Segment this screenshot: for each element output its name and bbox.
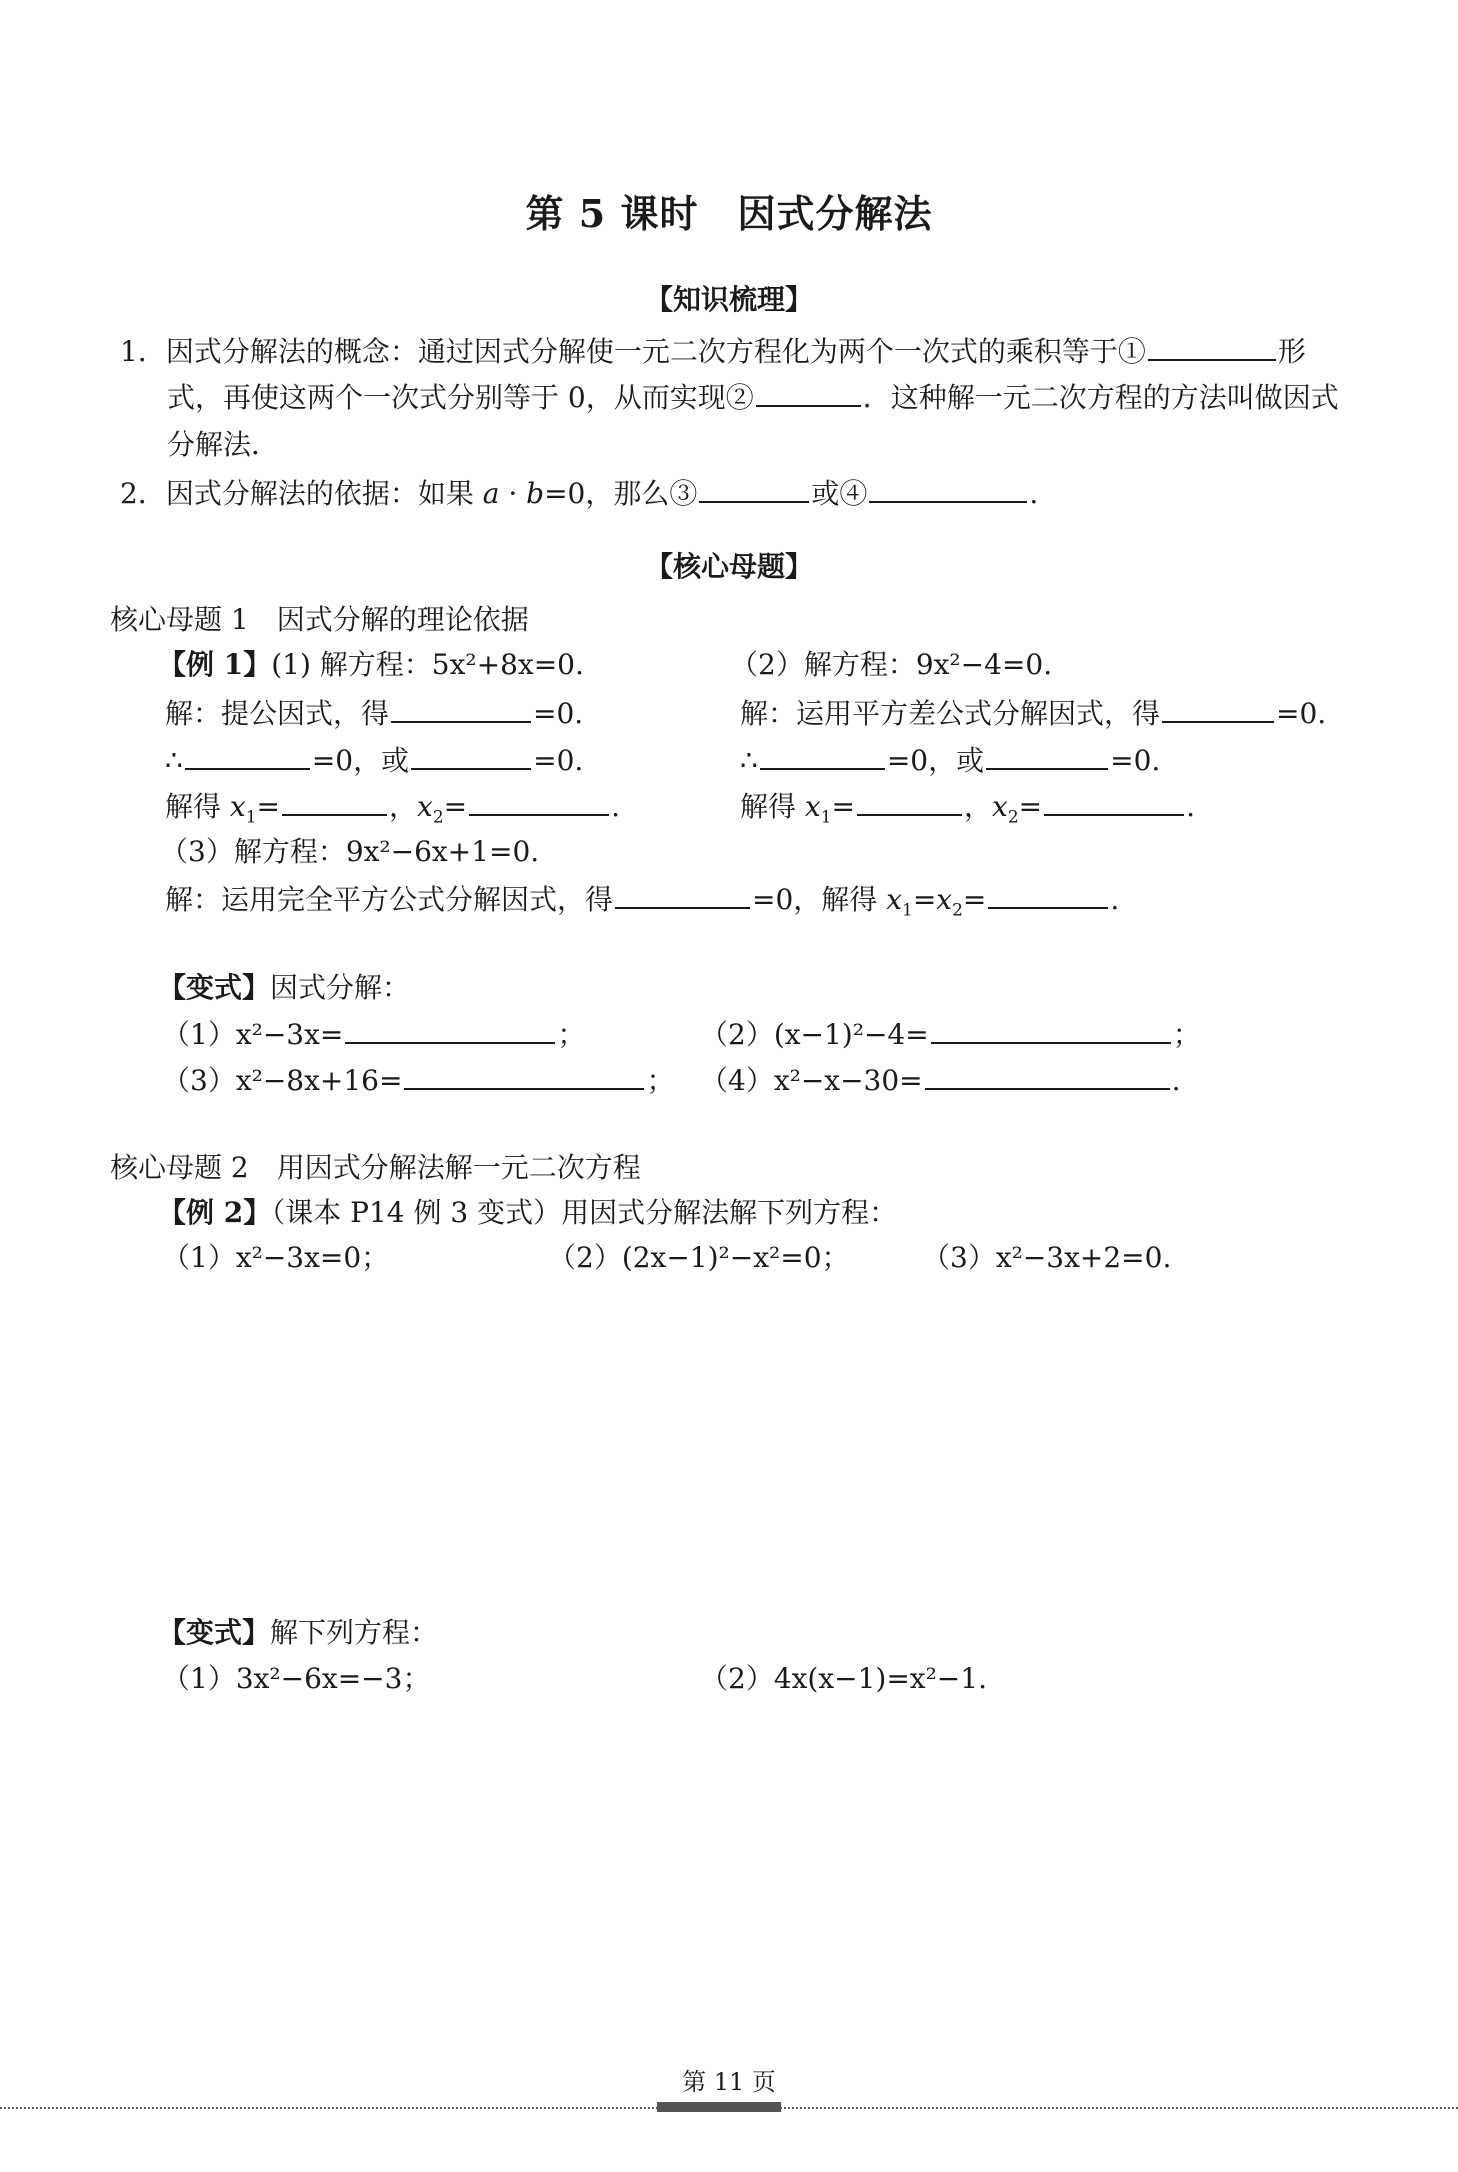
example-1-part-1-solution	[165, 693, 583, 734]
math-ab: a	[482, 477, 500, 510]
core-1-heading: 核心母题 1 因式分解的理论依据	[110, 603, 529, 636]
page-number: 第 11 页	[682, 2068, 776, 2096]
period: .	[611, 790, 621, 823]
comma: ，	[389, 790, 418, 823]
variant-1-item-3	[162, 1060, 674, 1101]
example-1-part-1	[158, 645, 584, 685]
example-1-label: 【例 1】	[158, 648, 272, 681]
page-title: 第 5 课时 因式分解法	[525, 191, 933, 236]
item-2-text: 2．因式分解法的依据：如果	[120, 477, 474, 510]
variant-1-item-1-text: （1）x²−3x=	[162, 1018, 344, 1051]
blank-4[interactable]	[869, 473, 1027, 503]
p1-sol-text: 解：提公因式，得	[165, 697, 390, 730]
p3-sol-mid: =0，解得	[752, 883, 878, 916]
blank-p1-x1[interactable]	[282, 786, 387, 816]
blank-1[interactable]	[1148, 331, 1276, 361]
knowledge-item-1-line-1	[120, 331, 1306, 372]
variant-2-intro-text: 解下列方程：	[270, 1616, 439, 1649]
variant-1-item-2	[700, 1014, 1201, 1055]
p2-sol-text: 解：运用平方差公式分解因式，得	[740, 697, 1161, 730]
blank-v1-2[interactable]	[931, 1014, 1171, 1044]
variant-1-item-4	[700, 1060, 1181, 1101]
variant-2-item-2: （2）4x(x−1)=x²−1.	[700, 1662, 987, 1695]
blank-v1-3[interactable]	[404, 1060, 644, 1090]
blank-p1-b[interactable]	[411, 740, 531, 770]
blank-p3-factor[interactable]	[615, 879, 750, 909]
blank-v1-4[interactable]	[925, 1060, 1170, 1090]
example-1-part-1-result: 解得 $x_1=$ ，$x_2=$ .	[165, 786, 620, 827]
blank-p2-x1[interactable]	[857, 786, 962, 816]
variant-1-item-1	[162, 1014, 585, 1055]
variant-1-intro-text: 因式分解：	[270, 971, 411, 1004]
item-2-text-b: =0，那么③	[544, 477, 698, 510]
example-1-part-2: （2）解方程：9x²−4=0.	[730, 648, 1053, 681]
p2-or-text: =0，或	[886, 744, 985, 777]
example-1-part-3-solution: 解：运用完全平方公式分解因式，得 =0，解得 $x_1=x_2=$ .	[165, 879, 1119, 920]
knowledge-item-2: 2．因式分解法的依据：如果 a · b=0，那么③ 或④ .	[120, 473, 1038, 514]
semicolon: ；	[557, 1018, 586, 1051]
blank-p1-x2[interactable]	[469, 786, 609, 816]
variant-2-item-1: （1）3x²−6x=−3；	[162, 1662, 431, 1695]
item-1-text: 1．因式分解法的概念：通过因式分解使一元二次方程化为两个一次式的乘积等于①	[120, 335, 1146, 368]
item-1-end: 形	[1277, 335, 1306, 368]
p3-sol-text: 解：运用完全平方公式分解因式，得	[165, 883, 614, 916]
core-2-heading: 核心母题 2 用因式分解法解一元二次方程	[110, 1151, 641, 1184]
therefore-symbol: ∴	[165, 744, 183, 777]
variant-1-label: 【变式】	[158, 971, 271, 1004]
blank-p1-factor[interactable]	[391, 693, 531, 723]
variant-1-item-4-text: （4）x²−x−30=	[700, 1064, 923, 1097]
comma: ，	[964, 790, 993, 823]
example-2-item-2: （2）(2x−1)²−x²=0；	[548, 1241, 850, 1274]
section-heading-core: 【核心母题】	[644, 550, 813, 583]
blank-p2-factor[interactable]	[1162, 693, 1274, 723]
period: .	[1110, 883, 1120, 916]
example-2-label: 【例 2】	[158, 1196, 272, 1229]
example-1-part-1-therefore	[165, 740, 583, 781]
example-2-intro	[158, 1193, 897, 1233]
example-1-part-3: （3）解方程：9x²−6x+1=0.	[160, 835, 540, 868]
item-2-text-c: 或④	[811, 477, 868, 510]
blank-v1-1[interactable]	[345, 1014, 555, 1044]
variant-1-intro	[158, 968, 410, 1008]
blank-3[interactable]	[699, 473, 809, 503]
semicolon: ；	[1172, 1018, 1201, 1051]
p1-end: =0.	[533, 744, 584, 777]
variant-1-item-3-text: （3）x²−8x+16=	[162, 1064, 403, 1097]
item-1-text-2: 式，再使这两个一次式分别等于 0，从而实现②	[167, 381, 754, 414]
period: .	[1186, 790, 1196, 823]
example-2-item-1: （1）x²−3x=0；	[162, 1241, 390, 1274]
blank-p3-x[interactable]	[988, 879, 1108, 909]
blank-p1-a[interactable]	[185, 740, 310, 770]
p2-end: =0.	[1110, 744, 1161, 777]
example-2-item-3: （3）x²−3x+2=0.	[922, 1241, 1172, 1274]
knowledge-item-1-line-3: 分解法．	[167, 428, 280, 461]
blank-p2-a[interactable]	[760, 740, 885, 770]
p1-sol-end: =0.	[533, 697, 584, 730]
p1-or-text: =0，或	[311, 744, 410, 777]
variant-2-label: 【变式】	[158, 1616, 271, 1649]
example-1-part-2-result: 解得 $x_1=$ ，$x_2=$ .	[740, 786, 1195, 827]
variant-2-intro	[158, 1613, 438, 1653]
item-1-text-3: ．这种解一元二次方程的方法叫做因式	[862, 381, 1339, 414]
therefore-symbol: ∴	[740, 744, 758, 777]
variant-1-item-2-text: （2）(x−1)²−4=	[700, 1018, 929, 1051]
example-2-intro-text: （课本 P14 例 3 变式）用因式分解法解下列方程：	[271, 1196, 898, 1229]
example-1-part-2-solution	[740, 693, 1326, 734]
example-1-part-1-text: (1) 解方程：5x²+8x=0.	[271, 648, 584, 681]
section-heading-knowledge: 【知识梳理】	[644, 283, 813, 316]
result-label: 解得	[165, 790, 222, 823]
knowledge-item-1-line-2	[167, 377, 1339, 418]
blank-p2-b[interactable]	[986, 740, 1108, 770]
period: .	[1171, 1064, 1181, 1097]
blank-p2-x2[interactable]	[1044, 786, 1184, 816]
semicolon: ；	[646, 1064, 675, 1097]
blank-2[interactable]	[756, 377, 861, 407]
result-label: 解得	[740, 790, 797, 823]
example-1-part-2-therefore	[740, 740, 1160, 781]
p2-sol-end: =0.	[1276, 697, 1327, 730]
footer-bar	[657, 2102, 781, 2112]
item-2-end: .	[1029, 477, 1039, 510]
